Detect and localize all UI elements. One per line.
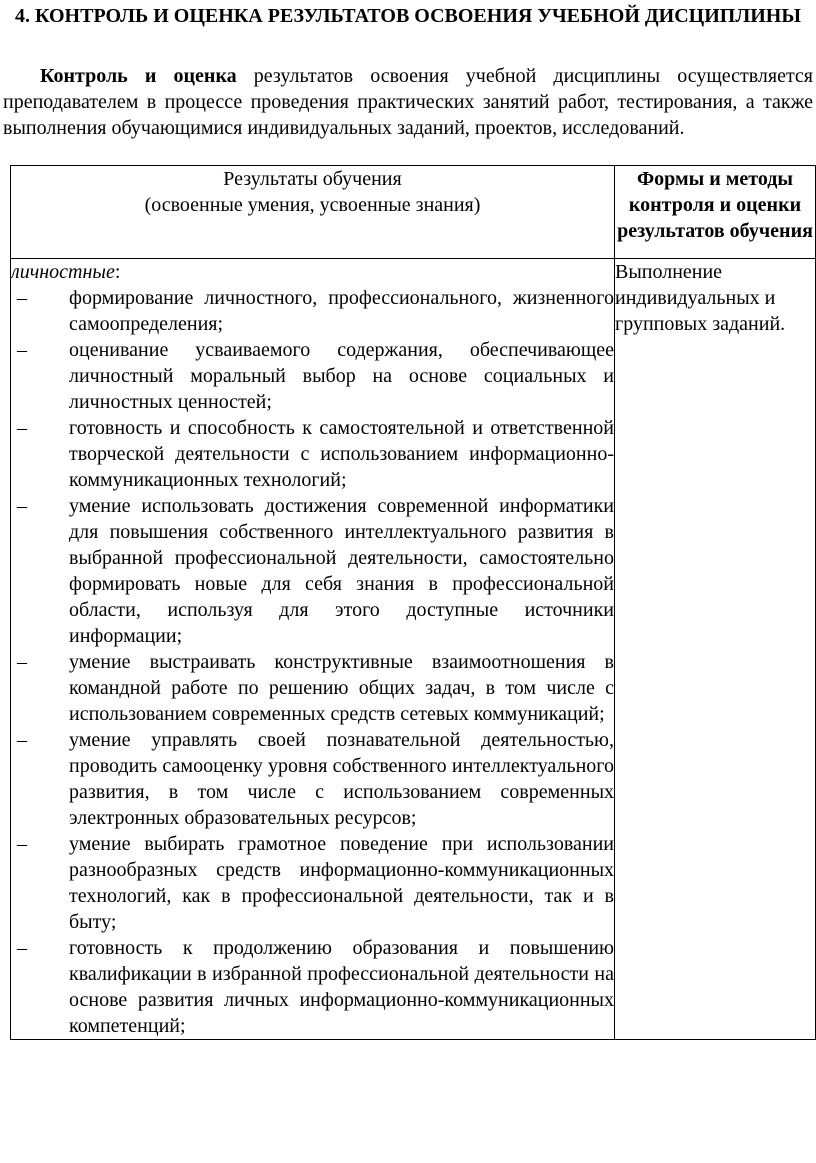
header-learning-results-line1: Результаты обучения <box>223 168 402 190</box>
list-item-text: формирование личностного, профессионального, жизненного самоопределения; <box>69 287 614 335</box>
table-row <box>11 259 816 1040</box>
intro-text: результатов освоения учебной дисциплины осуществляется преподавателем в процессе проведения практических занятий работ, тестирования, а также выполнения обучающимися индивидуальных заданий, проектов, исследований. <box>3 65 814 139</box>
list-item-text: готовность и способность к самостоятельной и ответственной творческой деятельности с использованием информационно-коммуникационных технологий; <box>69 417 614 491</box>
dash-bullet: – <box>17 287 27 309</box>
method-cell: Выполнение индивидуальных и групповых заданий. <box>615 259 816 1040</box>
category-colon: : <box>114 261 121 283</box>
list-item-text: умение управлять своей познавательной деятельностью, проводить самооценку уровня собственного интеллектуального развития, в том числе с использованием современных электронных образовательных ресурсов; <box>69 729 614 829</box>
table-header-row <box>11 166 816 259</box>
results-table <box>10 165 816 1040</box>
intro-lead: Контроль и оценка <box>40 65 237 87</box>
list-item <box>11 415 614 493</box>
list-item <box>11 727 614 831</box>
dash-bullet: – <box>17 417 27 439</box>
header-control-methods: Формы и методы контроля и оценки результатов обучения <box>615 166 816 259</box>
results-list <box>11 285 614 1039</box>
list-item-text: умение выбирать грамотное поведение при использовании разнообразных средств информационно-коммуникационных технологий, как в профессиональной деятельности, так и в быту; <box>69 833 614 933</box>
dash-bullet: – <box>17 339 27 361</box>
dash-bullet: – <box>17 651 27 673</box>
list-item <box>11 935 614 1039</box>
header-learning-results-line2: (освоенные умения, усвоенные знания) <box>144 194 481 216</box>
category-heading <box>11 259 614 285</box>
dash-bullet: – <box>17 495 27 517</box>
list-item-text: готовность к продолжению образования и повышению квалификации в избранной профессиональной деятельности на основе развития личных информационно-коммуникационных компетенций; <box>69 937 614 1037</box>
list-item-text: оценивание усваиваемого содержания, обеспечивающее личностный моральный выбор на основе социальных и личностных ценностей; <box>69 339 614 413</box>
dash-bullet: – <box>17 833 27 855</box>
list-item <box>11 285 614 337</box>
intro-paragraph <box>3 63 813 141</box>
dash-bullet: – <box>17 937 27 959</box>
list-item-text: умение выстраивать конструктивные взаимоотношения в командной работе по решению общих задач, в том числе с использованием современных средств сетевых коммуникаций; <box>69 651 614 725</box>
list-item-text: умение использовать достижения современной информатики для повышения собственного интеллектуального развития в выбранной профессиональной деятельности, самостоятельно формировать новые для себя знания в профессиональной области, используя для этого доступные источники информации; <box>69 495 614 647</box>
list-item <box>11 649 614 727</box>
results-cell <box>11 259 615 1040</box>
list-item <box>11 493 614 649</box>
category-label: личностные <box>11 261 115 283</box>
header-learning-results <box>11 166 615 259</box>
list-item <box>11 337 614 415</box>
section-title: 4. КОНТРОЛЬ И ОЦЕНКА РЕЗУЛЬТАТОВ ОСВОЕНИЯ УЧЕБНОЙ ДИСЦИПЛИНЫ <box>15 5 801 27</box>
list-item <box>11 831 614 935</box>
dash-bullet: – <box>17 729 27 751</box>
